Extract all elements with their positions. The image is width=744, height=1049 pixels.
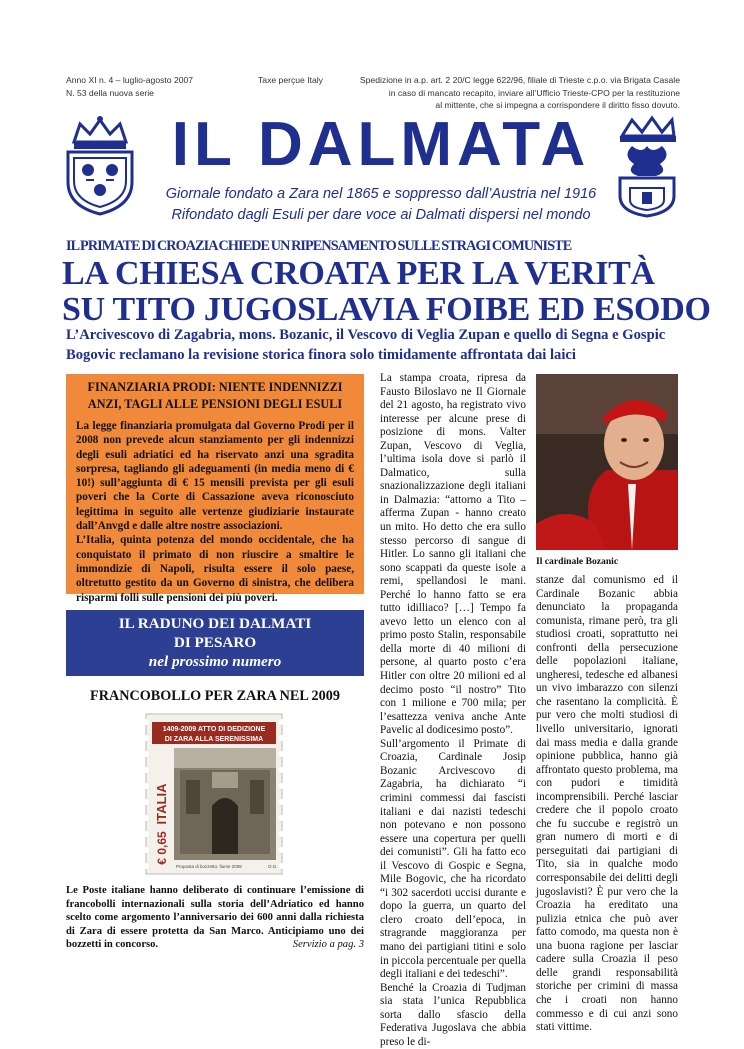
subtitle-founded: Giornale fondato a Zara nel 1865 e soppresso dall’Austria nel 1916 bbox=[165, 186, 597, 202]
finance-box-paragraph-1: La legge finanziaria promulgata dal Governo Prodi per il 2008 non prevede alcun stanziamento per gli indennizzi degli esuli adriatici ed ha riservato anzi una sgradita sorpresa, tagliando gli adeguamenti (in media meno di € 10!) sull’aggiunta di € 15 mensili prevista per gli esuli poveri che la Corte di Cassazione aveva riconosciuto legittima in seguito alle vertenze giudiziarie instaurate dall’Anvgd e dalle altre nostre associazioni. bbox=[76, 420, 354, 533]
lead-deck: L’Arcivescovo di Zagabria, mons. Bozanic, il Vescovo di Veglia Zupan e quello di Segna e Gospic Bogovic reclamano la revisione storica finora solo timidamente affrontata dai laici bbox=[66, 327, 666, 363]
raduno-line-2: DI PESARO bbox=[173, 634, 257, 651]
finance-box-heading-line-1: FINANZIARIA PRODI: NIENTE INDENNIZZI bbox=[87, 380, 343, 394]
shipping-line-3: al mittente, che si impegna a corrispondere il diritto fisso dovuto. bbox=[435, 100, 680, 110]
stamp-caption bbox=[66, 884, 364, 952]
article-paragraph-4: stanze dal comunismo ed il Cardinale Bozanic abbia denunciato la propaganda comunista, rimane però, tra gli studiosi croati, soprattutto nei confronti della persecuzione delle popolazioni italiane, ungheresi, tedesche ed albanesi un vivo imbarazzo con silenzi che rasentano la complicità. È pur vero che molti studiosi di livello universitario, ignorati dai mass media e dalla grande opinione pubblica, hanno già affrontato questo problema, ma con pudori e timidità incomprensibili. Perché lasciar credere che il popolo croato che fu succube e registrò un gran numero di morti e di perseguitati dai partigiani di Tito, sia in qualche modo corresponsabile dei delitti degli jugoslavisti? È pur vero che la Croazia ha ereditato una pulizia etnica che può aver fatto comodo, ma questa non è una buona ragione per lasciar cadere sulla Croazia il peso delle grandi responsabilità storiche per crimini di massa che i croati non hanno commesso e di cui anzi sono stati vittime. bbox=[536, 574, 678, 1034]
series-line: N. 53 della nuova serie bbox=[66, 87, 154, 98]
shipping-line-2: in caso di mancato recapito, inviare all’Ufficio Trieste-CPO per la restituzione bbox=[388, 87, 680, 98]
stamp-value: € 0,65 bbox=[155, 831, 169, 865]
cardinal-bozanic-photo bbox=[536, 374, 678, 550]
finance-law-box bbox=[66, 374, 364, 604]
issue-line: Anno XI n. 4 – luglio-agosto 2007 bbox=[66, 75, 194, 85]
stamp-top-text-1: 1409-2009 ATTO DI DEDIZIONE bbox=[162, 726, 266, 733]
dalmatia-crest-logo bbox=[60, 116, 140, 216]
article-paragraph-3: Benché la Croazia di Tudjman sia stata l’unica Repubblica sorta dallo sfascio della Federativa Jugoslava che abbia preso le di- bbox=[380, 981, 526, 1048]
article-paragraph-2: Sull’argomento il Primate di Croazia, Cardinale Josip Bozanic Arcivescovo di Zagabria, ha dichiarato “i crimini commessi dai fascisti italiani e dai nazisti tedeschi non potevano e non possono essere una copertura per quelli dei comunisti”. Gli ha fatto eco il Vescovo di Gospic e Segna, Mile Bogovic, che ha ricordato “i 302 sacerdoti uccisi durante e dopo la guerra, un quarto del clero croato dell’epoca, in stragrande maggioranza per mano dei partigiani titini e solo in piccola percentuale per quella degli italiani e dei tedeschi”. bbox=[380, 737, 526, 981]
stamp-caption-text: Le Poste italiane hanno deliberato di continuare l’emissione di francobolli internazionali sulla storia dell’Adriatico ed hanno scelto come argomento l’anniversario dei 600 anni dalla richiesta di Zara di essere protetta da San Marco. Anticipiamo uno dei bozzetti in concorso. bbox=[66, 885, 364, 951]
article-column-2 bbox=[380, 372, 526, 1049]
issue-info bbox=[66, 74, 266, 99]
newspaper-title: IL DALMATA bbox=[171, 110, 591, 179]
stamp-footer-left: Proposta di bozzetto: fiume 2008 bbox=[176, 864, 242, 869]
raduno-box bbox=[66, 610, 364, 676]
finance-box-heading bbox=[76, 379, 354, 413]
subtitle-refounded: Rifondato dagli Esuli per dare voce ai Dalmati dispersi nel mondo bbox=[171, 207, 591, 223]
tax-line: Taxe perçue Italy bbox=[258, 75, 323, 85]
shipping-line-1: Spedizione in a.p. art. 2 20/C legge 622/96, filiale di Trieste c.p.o. via Brigata Casale bbox=[359, 75, 680, 85]
finance-box-paragraph-2: L’Italia, quinta potenza del mondo occidentale, che ha conquistato il primato di non riuscire a smaltire le immondizie di Napoli, risulta essere il solo paese, oltretutto gestito da un Governo di sinistra, che delibera risparmi folli sulle pensioni dei più poveri. bbox=[76, 534, 354, 604]
stamp-country: ITALIA bbox=[154, 783, 169, 825]
stamp-footer-right: O.G. bbox=[268, 864, 278, 869]
service-page-note: Servizio a pag. 3 bbox=[292, 939, 364, 951]
finance-box-heading-line-2: ANZI, TAGLI ALLE PENSIONI DEGLI ESULI bbox=[87, 397, 343, 411]
zara-stamp-image bbox=[146, 714, 282, 874]
lead-headline-line-1: LA CHIESA CROATA PER LA VERITÀ bbox=[62, 255, 655, 292]
article-column-3 bbox=[536, 574, 678, 1035]
zara-crest-logo bbox=[612, 116, 682, 216]
photo-caption: Il cardinale Bozanic bbox=[536, 556, 619, 567]
shipping-info bbox=[350, 74, 680, 112]
stamp-top-text-2: DI ZARA ALLA SERENISSIMA bbox=[164, 736, 264, 743]
raduno-line-1: IL RADUNO DEI DALMATI bbox=[118, 615, 312, 632]
lead-headline-line-2: SU TITO JUGOSLAVIA FOIBE ED ESODO bbox=[62, 291, 711, 328]
lead-kicker: IL PRIMATE DI CROAZIA CHIEDE UN RIPENSAMENTO SULLE STRAGI COMUNISTE bbox=[66, 238, 572, 254]
article-paragraph-1: La stampa croata, ripresa da Fausto Biloslavo ne Il Giornale del 21 agosto, ha registrato vivo interesse per alcune prese di posizione di mons. Valter Zupan, Vescovo di Veglia, l’ultima isola dove si parlò il Dalmatico, sulla snazionalizzazione degli italiani in Dalmazia: “attorno a Tito – afferma Zupan - hanno creato un mito. Ho detto che era sullo stesso percorso di sangue di Hitler. Lo sanno gli italiani che sono scappati da queste isole a remi, spellandosi le mani. Perché lo hanno fatto se era tutto idilliaco? […] Tempo fa avevo letto un elenco con al primo posto Stalin, responsabile della morte di 40 milioni di persone, al quarto posto c’era Hitler con oltre 20 milioni ed al decimo posto “il nostro” Tito con 1 milione e 700 mila; per l’esattezza veniva anche Ante Pavelic al dodicesimo posto”. bbox=[380, 372, 526, 737]
stamp-section-title: FRANCOBOLLO PER ZARA NEL 2009 bbox=[90, 688, 340, 704]
raduno-line-3: nel prossimo numero bbox=[148, 653, 282, 670]
